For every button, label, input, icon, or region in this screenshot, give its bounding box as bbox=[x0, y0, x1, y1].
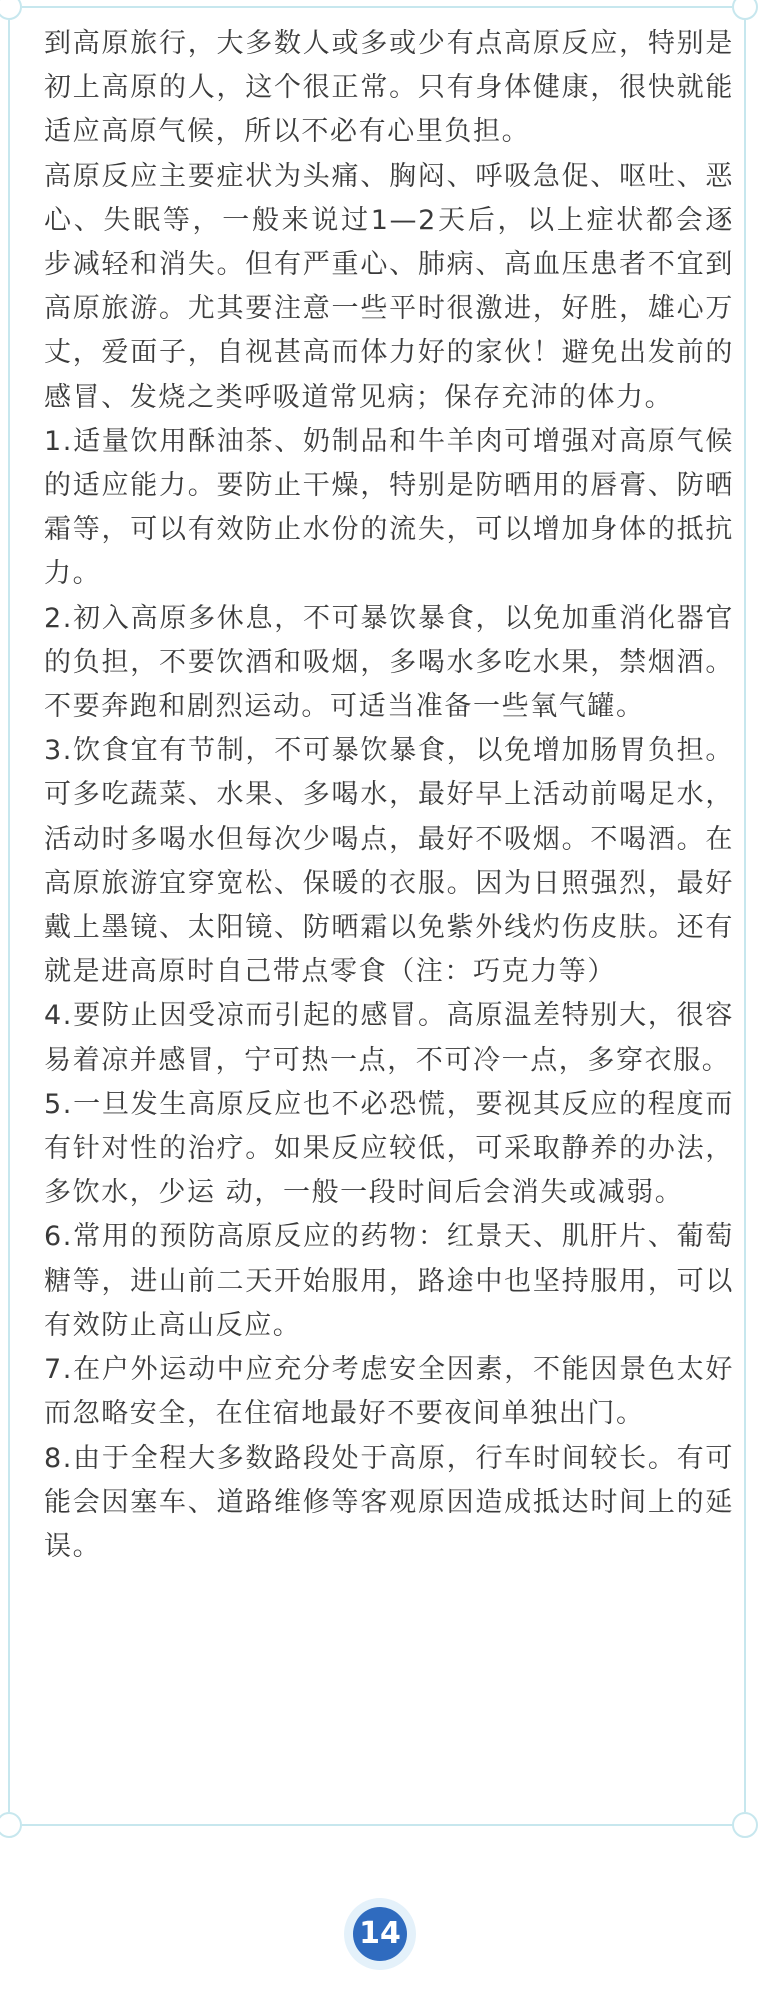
corner-scallop bbox=[732, 0, 758, 20]
intro-paragraph: 到高原旅行，大多数人或多或少有点高原反应，特别是初上高原的人，这个很正常。只有身体健康，很快就能 适应高原气候，所以不必有心里负担。 bbox=[44, 28, 734, 148]
tip-item: 3.饮食宜有节制，不可暴饮暴食，以免增加肠胃负担。可多吃蔬菜、水果、多喝水，最好早上活动前喝足水，活动时多喝水但每次少喝点，最好不吸烟。不喝酒。在高原旅游宜穿宽松、保暖的衣服。因为日照强烈，最好戴上墨镜、太阳镜、防晒霜以免紫外线灼伤皮肤。还有就是进高原时自己带点零食（注：巧克力等） bbox=[44, 735, 734, 988]
tip-item: 8.由于全程大多数路段处于高原，行车时间较长。有可能会因塞车、道路维修等客观原因造成抵达时间上的延误。 bbox=[44, 1442, 734, 1562]
tip-item: 2.初入高原多休息，不可暴饮暴食，以免加重消化器官的负担，不要饮酒和吸烟，多喝水多吃水果，禁烟酒。不要奔跑和剧烈运动。可适当准备一些氧气罐。 bbox=[44, 602, 734, 723]
tip-item: 1.适量饮用酥油茶、奶制品和牛羊肉可增强对高原气候的适应能力。要防止干燥，特别是防晒用的唇膏、防晒霜等，可以有效防止水份的流失，可以增加身体的抵抗力。 bbox=[44, 425, 734, 590]
tip-item: 7.在户外运动中应充分考虑安全因素，不能因景色太好而忽略安全，在住宿地最好不要夜间单独出门。 bbox=[44, 1354, 734, 1430]
tip-item: 4.要防止因受凉而引起的感冒。高原温差特别大，很容易着凉并感冒，宁可热一点，不可冷一点，多穿衣服。 bbox=[44, 1000, 734, 1076]
page-number-area bbox=[0, 1898, 760, 1970]
article-body bbox=[44, 22, 734, 1569]
content-card bbox=[8, 6, 746, 1826]
corner-scallop bbox=[0, 1812, 22, 1838]
page-number-badge: 14 bbox=[353, 1907, 407, 1961]
tip-item: 5.一旦发生高原反应也不必恐慌，要视其反应的程度而有针对性的治疗。如果反应较低，可采取静养的办法，多饮水，少运 动，一般一段时间后会消失或减弱。 bbox=[44, 1088, 734, 1209]
corner-scallop bbox=[732, 1812, 758, 1838]
tip-item: 6.常用的预防高原反应的药物：红景天、肌肝片、葡萄糖等，进山前二天开始服用，路途中也坚持服用，可以有效防止高山反应。 bbox=[44, 1221, 734, 1341]
symptoms-paragraph: 高原反应主要症状为头痛、胸闷、呼吸急促、呕吐、恶心、失眠等，一般来说过1—2天后，以上症状都会逐步减轻和消失。但有严重心、肺病、高血压患者不宜到高原旅游。尤其要注意一些平时很激进，好胜，雄心万丈，爱面子，自视甚高而体力好的家伙！避免出发前的感冒、发烧之类呼吸道常见病；保存充沛的体力。 bbox=[44, 160, 734, 413]
